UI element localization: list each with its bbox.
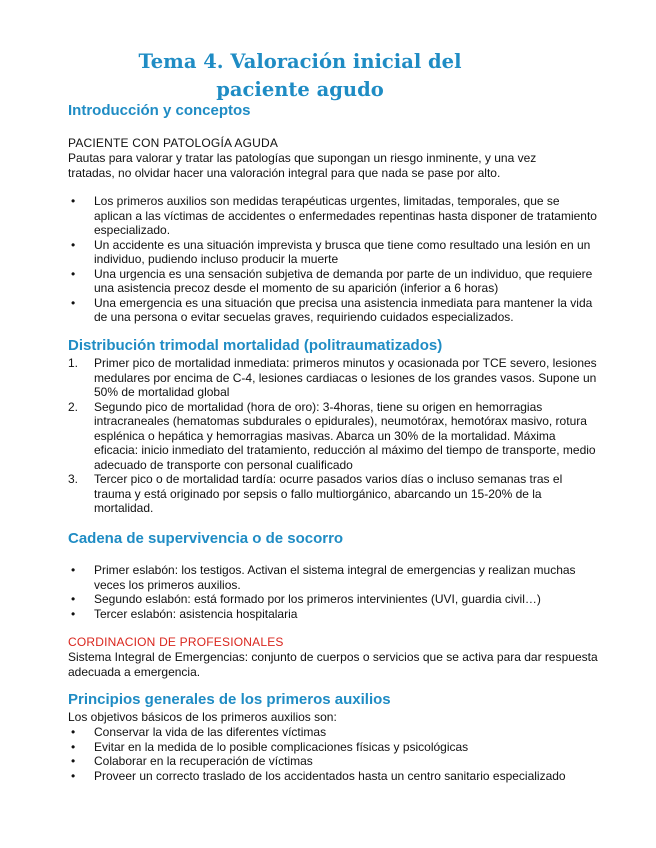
bullet-marker: • (71, 768, 76, 783)
list-item: • Evitar en la medida de lo posible complicaciones físicas y psicológicas (71, 739, 469, 754)
list-item: 3. Tercer pico o de mortalidad tardía: ocurre pasados varios días o incluso semanas tras el trauma y está originado por sepsis o fallo multiorgánico, abarcando un 15-20% de la mortalidad. (68, 472, 563, 515)
bullet-marker: • (71, 592, 76, 606)
coordinacion-heading: CORDINACION DE PROFESIONALES (68, 635, 284, 649)
page-title (60, 48, 540, 104)
list-item: • Conservar la vida de las diferentes víctimas (71, 725, 327, 739)
intro-heading: Introducción y conceptos (68, 102, 251, 119)
title-line-1: Tema 4. Valoración inicial del (138, 50, 462, 73)
list-item: • Segundo eslabón: está formado por los primeros intervinientes (UVI, guardia civil…) (71, 592, 541, 606)
bullet-marker: • (71, 606, 76, 621)
list-item: • Proveer un correcto traslado de los accidentados hasta un centro sanitario especializado (71, 768, 566, 783)
bullet-marker: • (71, 266, 76, 281)
intro-paragraph: Pautas para valorar y tratar las patologías que supongan un riesgo inminente, y una vez tratadas, no olvidar hacer una valoración integral para que nada se pase por alto. (68, 151, 537, 180)
intro-bullet-list (68, 194, 598, 325)
bullet-marker: • (71, 237, 76, 252)
trimodal-numbered-list (68, 356, 598, 516)
principios-intro: Los objetivos básicos de los primeros auxilios son: (68, 710, 337, 724)
list-item: • Primer eslabón: los testigos. Activan el sistema integral de emergencias y realizan muchas veces los primeros auxilios. (71, 563, 576, 592)
list-item: • Los primeros auxilios son medidas terapéuticas urgentes, limitadas, temporales, que se aplican a las víctimas de accidentes o enfermedades repentinas hasta disponer de tratamiento especializado. (71, 194, 597, 237)
principios-heading: Principios generales de los primeros auxilios (68, 691, 391, 708)
cadena-heading: Cadena de supervivencia o de socorro (68, 530, 344, 547)
coordinacion-paragraph: Sistema Integral de Emergencias: conjunto de cuerpos o servicios que se activa para dar respuesta adecuada a emergencia. (68, 650, 598, 679)
list-item: • Un accidente es una situación imprevista y brusca que tiene como resultado una lesión en un individuo, pudiendo incluso producir la muerte (71, 237, 591, 266)
bullet-marker: • (71, 739, 76, 754)
list-item: 2. Segundo pico de mortalidad (hora de oro): 3-4horas, tiene su origen en hemorragias intracraneales (hematomas subdurales o epidurales), neumotórax, hemotórax masivo, rotura esplénica o hepática y hemorragias masivas. Abarca un 30% de la mortalidad. Máxima eficacia: inicio inmediato del tratamiento, reducción al máximo del tiempo de transporte, medio adecuado de transporte con personal cualificado (68, 399, 596, 472)
list-item: • Tercer eslabón: asistencia hospitalaria (71, 606, 298, 621)
list-item: 1. Primer pico de mortalidad inmediata: primeros minutos y ocasionada por TCE severo, lesiones medulares por encima de C-4, lesiones cardiacas o lesiones de los grandes vasos. Supone un 50% de mortalidad global (68, 356, 597, 399)
bullet-marker: • (71, 295, 76, 310)
title-line-2: paciente agudo (216, 78, 384, 101)
list-item: • Una emergencia es una situación que precisa una asistencia inmediata para mantener la vida de una persona o evitar secuelas graves, requiriendo cuidados especializados. (71, 295, 593, 324)
cadena-bullet-list (68, 563, 598, 621)
bullet-marker: • (71, 563, 76, 577)
list-item: • Una urgencia es una sensación subjetiva de demanda por parte de un individuo, que requiere una asistencia precoz desde el momento de su aparición (inferior a 6 horas) (71, 266, 593, 295)
principios-bullet-list (68, 725, 598, 783)
bullet-marker: • (71, 194, 76, 208)
bullet-marker: • (71, 725, 76, 739)
list-item: • Colaborar en la recuperación de víctimas (71, 754, 313, 768)
bullet-marker: • (71, 754, 76, 768)
trimodal-heading: Distribución trimodal mortalidad (politraumatizados) (68, 337, 443, 354)
intro-subheading: PACIENTE CON PATOLOGÍA AGUDA (68, 136, 279, 150)
